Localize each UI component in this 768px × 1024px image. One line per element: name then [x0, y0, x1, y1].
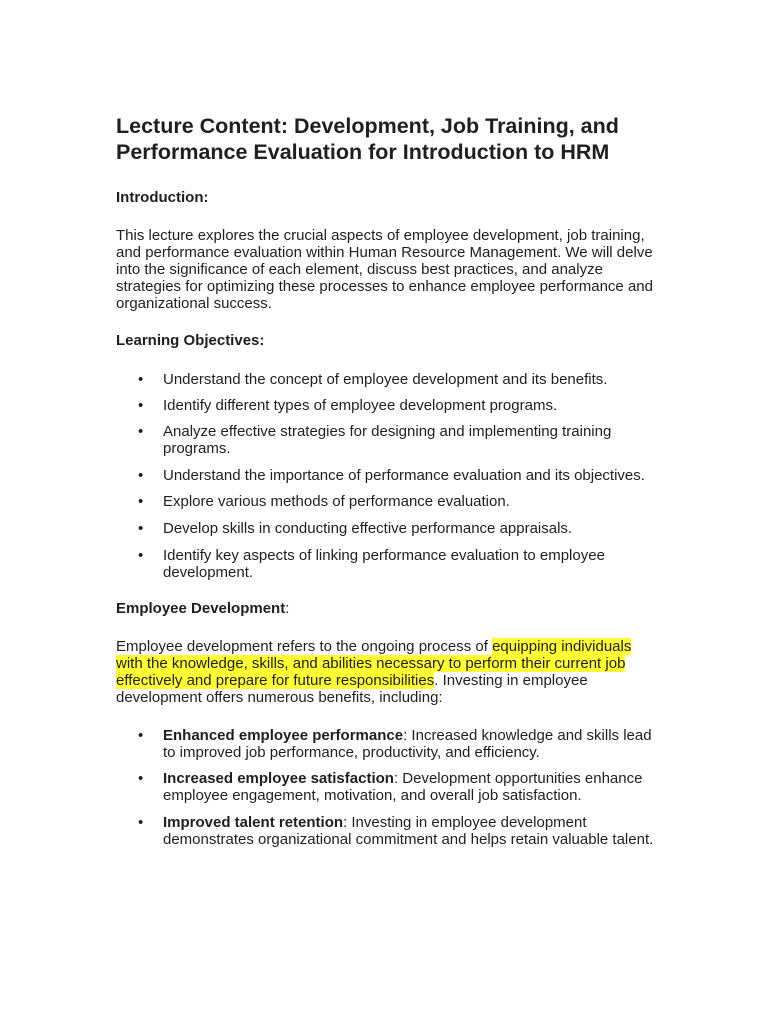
learning-objective-text: Understand the concept of employee development and its benefits.: [163, 371, 608, 388]
benefit-item: [116, 770, 656, 804]
benefit-description: : Investing in employee development demonstrates organizational commitment and helps retain valuable talent.: [163, 814, 654, 848]
learning-objective-text: Analyze effective strategies for designing and implementing training programs.: [163, 423, 612, 457]
learning-objective-text: Understand the importance of performance evaluation and its objectives.: [163, 467, 645, 484]
bullet-icon: •: [138, 423, 144, 440]
bullet-icon: •: [138, 467, 144, 484]
employee-development-heading-colon: :: [285, 600, 290, 617]
learning-objective-text: Develop skills in conducting effective performance appraisals.: [163, 520, 573, 537]
development-text-before: Employee development refers to the ongoing process of: [116, 638, 493, 655]
learning-objectives-heading: Learning Objectives:: [116, 332, 265, 349]
document-page: [116, 114, 656, 848]
bullet-icon: •: [138, 397, 144, 414]
development-benefits-list: [116, 727, 656, 848]
bullet-icon: •: [138, 493, 144, 510]
benefit-description: : Increased knowledge and skills lead to improved job performance, productivity, and efficiency.: [163, 727, 652, 761]
benefit-item: [116, 727, 656, 761]
learning-objective-item: [116, 371, 656, 388]
employee-development-paragraph: [116, 638, 656, 706]
learning-objective-text: Explore various methods of performance evaluation.: [163, 493, 510, 510]
bullet-icon: •: [138, 520, 144, 537]
learning-objectives-list: [116, 371, 656, 581]
learning-objective-item: [116, 467, 656, 484]
benefit-item: [116, 814, 656, 848]
employee-development-heading-text: Employee Development: [116, 600, 286, 617]
learning-objective-text: Identify key aspects of linking performance evaluation to employee development.: [163, 547, 605, 581]
learning-objective-item: [116, 423, 656, 457]
introduction-heading: Introduction:: [116, 189, 209, 206]
bullet-icon: •: [138, 727, 144, 744]
learning-objective-item: [116, 397, 656, 414]
employee-development-heading: [116, 600, 656, 618]
bullet-icon: •: [138, 814, 144, 831]
learning-objective-text: Identify different types of employee development programs.: [163, 397, 558, 414]
bullet-icon: •: [138, 770, 144, 787]
bullet-icon: •: [138, 371, 144, 388]
learning-objective-item: [116, 493, 656, 510]
learning-objective-item: [116, 547, 656, 581]
development-highlighted-text: equipping individuals with the knowledge, skills, and abilities necessary to perform their current job effectively and prepare for future responsibilities: [116, 638, 632, 689]
benefit-term: Enhanced employee performance: [163, 727, 404, 744]
benefit-term: Improved talent retention: [163, 814, 344, 831]
bullet-icon: •: [138, 547, 144, 564]
benefit-description: : Development opportunities enhance employee engagement, motivation, and overall job satisfaction.: [163, 770, 643, 804]
benefit-term: Increased employee satisfaction: [163, 770, 394, 787]
document-title: Lecture Content: Development, Job Training, and Performance Evaluation for Introduction to HRM: [116, 114, 619, 164]
learning-objective-item: [116, 520, 656, 537]
introduction-paragraph: This lecture explores the crucial aspects of employee development, job training, and performance evaluation within Human Resource Management. We will delve into the significance of each element, discuss best practices, and analyze strategies for optimizing these processes to enhance employee performance and organizational success.: [116, 227, 653, 312]
development-text-after: . Investing in employee development offers numerous benefits, including:: [116, 672, 588, 706]
